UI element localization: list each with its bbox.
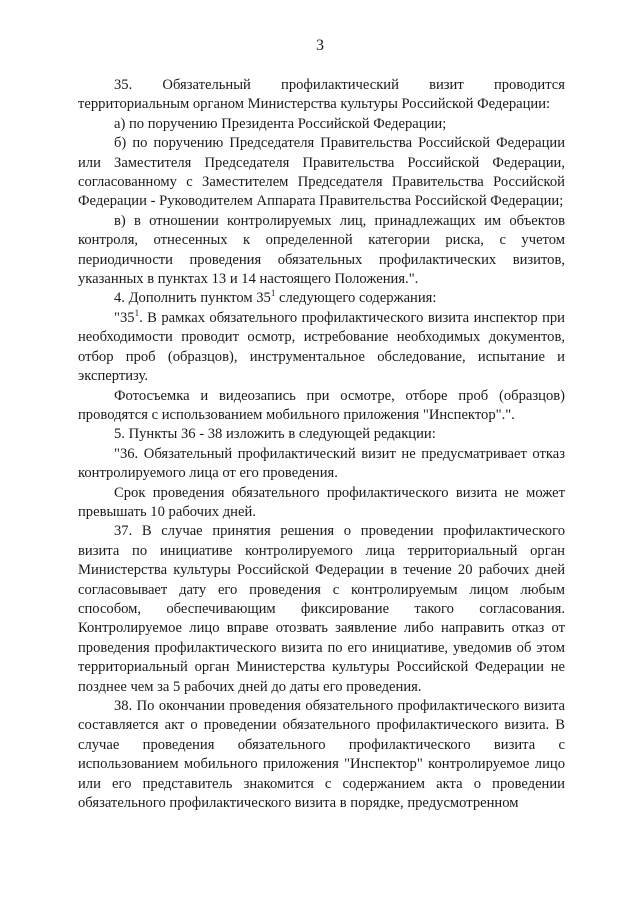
paragraph-item-4 (78, 289, 565, 308)
paragraph-item-5: 5. Пункты 36 - 38 изложить в следующей редакции: (114, 426, 436, 443)
document-body (78, 76, 565, 813)
p35-1-text-before: "35 (114, 309, 135, 326)
item-4-text-before: 4. Дополнить пунктом 35 (114, 290, 271, 307)
paragraph-photo-video: Фотосъемка и видеозапись при осмотре, отборе проб (образцов) проводятся с использованием мобильного приложения "Инспектор".". (78, 387, 565, 423)
paragraph-36-term: Срок проведения обязательного профилактического визита не может превышать 10 рабочих дней. (78, 484, 565, 520)
p35-1-superscript: 1 (134, 308, 140, 319)
paragraph-35-b: б) по поручению Председателя Правительства Российской Федерации или Заместителя Председателя Правительства Российской Федерации, согласованному с Заместителем Председателя Правительства Российской Федерации - Руководителем Аппарата Правительства Российской Федерации; (78, 135, 565, 210)
page-number: 3 (316, 37, 324, 54)
item-4-superscript: 1 (270, 288, 276, 299)
paragraph-35-a: а) по поручению Президента Российской Федерации; (114, 115, 447, 132)
paragraph-36: "36. Обязательный профилактический визит не предусматривает отказ контролируемого лица от его проведения. (78, 445, 565, 482)
paragraph-37: 37. В случае принятия решения о проведении профилактического визита по инициативе контролируемого лица территориальный орган Министерства культуры Российской Федерации в течение 20 рабочих дней согласовывает дату его проведения с контролируемым лицом любым способом, обеспечивающим фиксирование такого согласования. Контролируемое лицо вправе отозвать заявление либо направить отказ от проведения профилактического визита по его инициативе, уведомив об этом территориальный орган Министерства культуры Российской Федерации не позднее чем за 5 рабочих дней до даты его проведения. (78, 523, 565, 695)
paragraph-35: 35. Обязательный профилактический визит проводится территориальным органом Министерства культуры Российской Федерации: (78, 77, 565, 113)
paragraph-38: 38. По окончании проведения обязательного профилактического визита составляется акт о проведении обязательного профилактического визита. В случае проведения обязательного профилактического визита с использованием мобильного приложения "Инспектор" контролируемое лицо или его представитель знакомится с содержанием акта о проведении обязательного профилактического визита в порядке, предусмотренном (78, 698, 565, 812)
paragraph-35-1 (78, 309, 565, 387)
paragraph-35-v: в) в отношении контролируемых лиц, принадлежащих им объектов контроля, отнесенных к определенной категории риска, с учетом периодичности проведения обязательных профилактических визитов, указанных в пунктах 13 и 14 настоящего Положения.". (78, 212, 565, 288)
item-4-text-after: следующего содержания: (275, 290, 437, 307)
p35-1-text-after: . В рамках обязательного профилактического визита инспектор при необходимости проводит осмотр, истребование необходимых документов, отбор проб (образцов), инструментальное обследование, испытание и экспертизу. (78, 309, 565, 385)
